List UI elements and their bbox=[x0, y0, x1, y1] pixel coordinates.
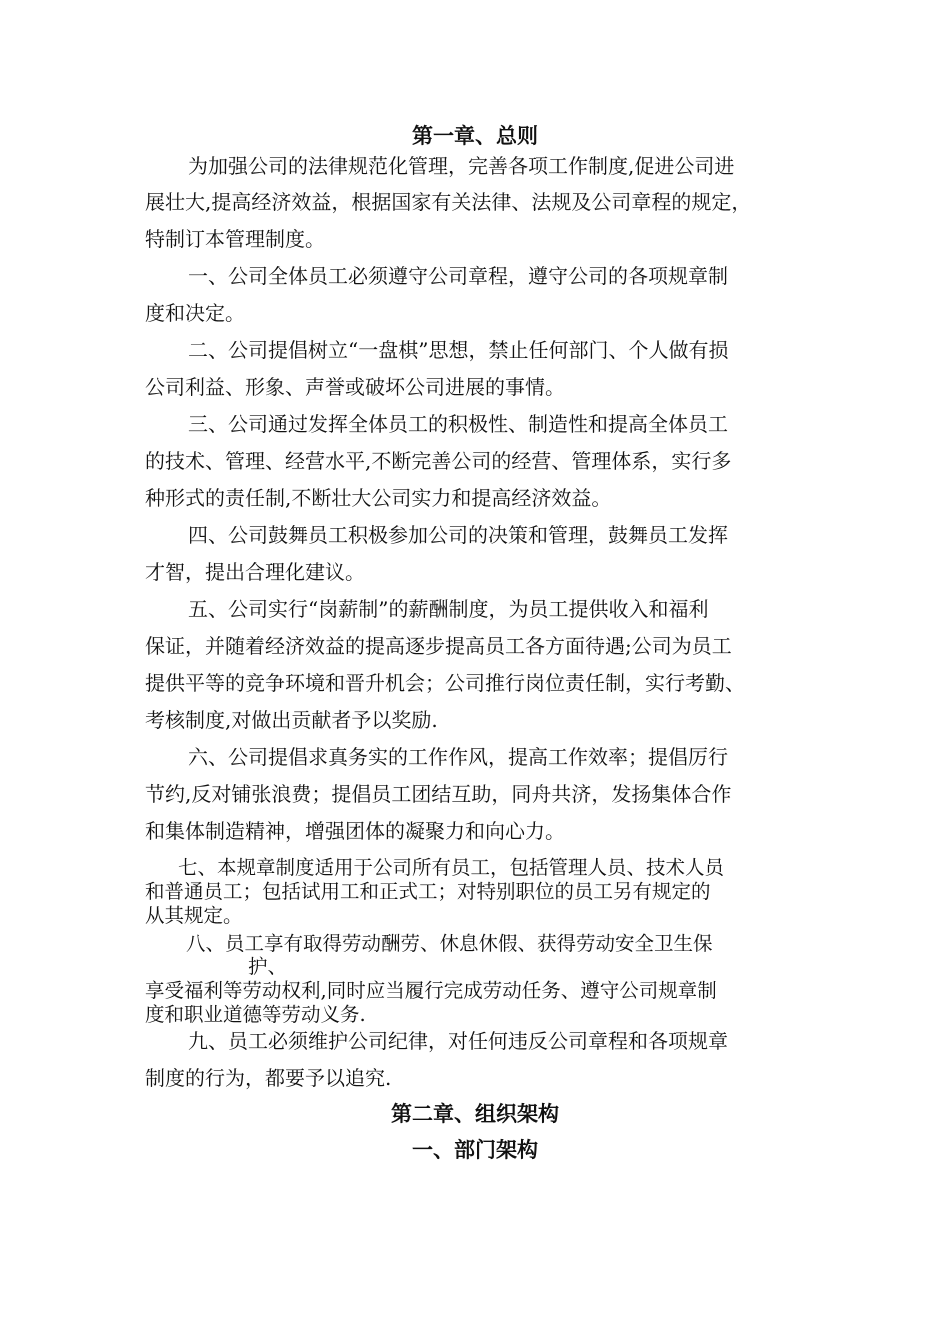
paragraph-line: 七、本规章制度适用于公司所有员工，包括管理人员、技术人员 bbox=[178, 856, 725, 879]
paragraph-line: 考核制度,对做出贡献者予以奖励. bbox=[145, 708, 438, 732]
paragraph-line: 和集体制造精神，增强团体的凝聚力和向心力。 bbox=[145, 819, 565, 843]
paragraph-line: 种形式的责任制,不断壮大公司实力和提高经济效益。 bbox=[145, 486, 612, 510]
paragraph-line: 从其规定。 bbox=[145, 904, 243, 927]
paragraph-line: 三、公司通过发挥全体员工的积极性、制造性和提高全体员工 bbox=[188, 412, 728, 436]
paragraph-line: 制度的行为，都要予以追究. bbox=[145, 1066, 392, 1090]
paragraph-line: 二、公司提倡树立“一盘棋”思想，禁止任何部门、个人做有损 bbox=[188, 338, 729, 362]
paragraph-line: 护、 bbox=[248, 955, 288, 978]
paragraph-line: 为加强公司的法律规范化管理，完善各项工作制度,促进公司进 bbox=[188, 154, 735, 178]
paragraph-line: 度和决定。 bbox=[145, 301, 245, 325]
paragraph-line: 四、公司鼓舞员工积极参加公司的决策和管理，鼓舞员工发挥 bbox=[188, 523, 728, 547]
paragraph-line: 节约,反对铺张浪费；提倡员工团结互助，同舟共济，发扬集体合作 bbox=[145, 782, 732, 806]
paragraph-line: 八、员工享有取得劳动酬劳、休息休假、获得劳动安全卫生保 bbox=[186, 932, 713, 955]
paragraph-line: 九、员工必须维护公司纪律，对任何违反公司章程和各项规章 bbox=[188, 1029, 728, 1053]
chapter-1-title: 第一章、总则 bbox=[412, 123, 538, 148]
paragraph-line: 六、公司提倡求真务实的工作作风，提高工作效率；提倡厉行 bbox=[188, 745, 728, 769]
paragraph-line: 享受福利等劳动权利,同时应当履行完成劳动任务、遵守公司规章制 bbox=[145, 979, 717, 1002]
paragraph-line: 展壮大,提高经济效益，根据国家有关法律、法规及公司章程的规定， bbox=[145, 190, 752, 214]
paragraph-line: 度和职业道德等劳动义务. bbox=[145, 1003, 366, 1026]
paragraph-line: 公司利益、形象、声誉或破坏公司进展的事情。 bbox=[145, 375, 565, 399]
paragraph-line: 才智，提出合理化建议。 bbox=[145, 560, 365, 584]
paragraph-line: 和普通员工；包括试用工和正式工；对特别职位的员工另有规定的 bbox=[145, 880, 711, 903]
section-title-department-structure: 一、部门架构 bbox=[412, 1137, 538, 1162]
paragraph-line: 保证，并随着经济效益的提高逐步提高员工各方面待遇;公司为员工 bbox=[145, 634, 732, 658]
paragraph-line: 提供平等的竞争环境和晋升机会；公司推行岗位责任制，实行考勤、 bbox=[145, 671, 745, 695]
paragraph-line: 特制订本管理制度。 bbox=[145, 227, 325, 251]
paragraph-line: 一、公司全体员工必须遵守公司章程，遵守公司的各项规章制 bbox=[188, 264, 728, 288]
chapter-2-title: 第二章、组织架构 bbox=[391, 1101, 559, 1126]
paragraph-line: 的技术、管理、经营水平,不断完善公司的经营、管理体系，实行多 bbox=[145, 449, 732, 473]
paragraph-line: 五、公司实行“岗薪制”的薪酬制度，为员工提供收入和福利 bbox=[188, 597, 709, 621]
